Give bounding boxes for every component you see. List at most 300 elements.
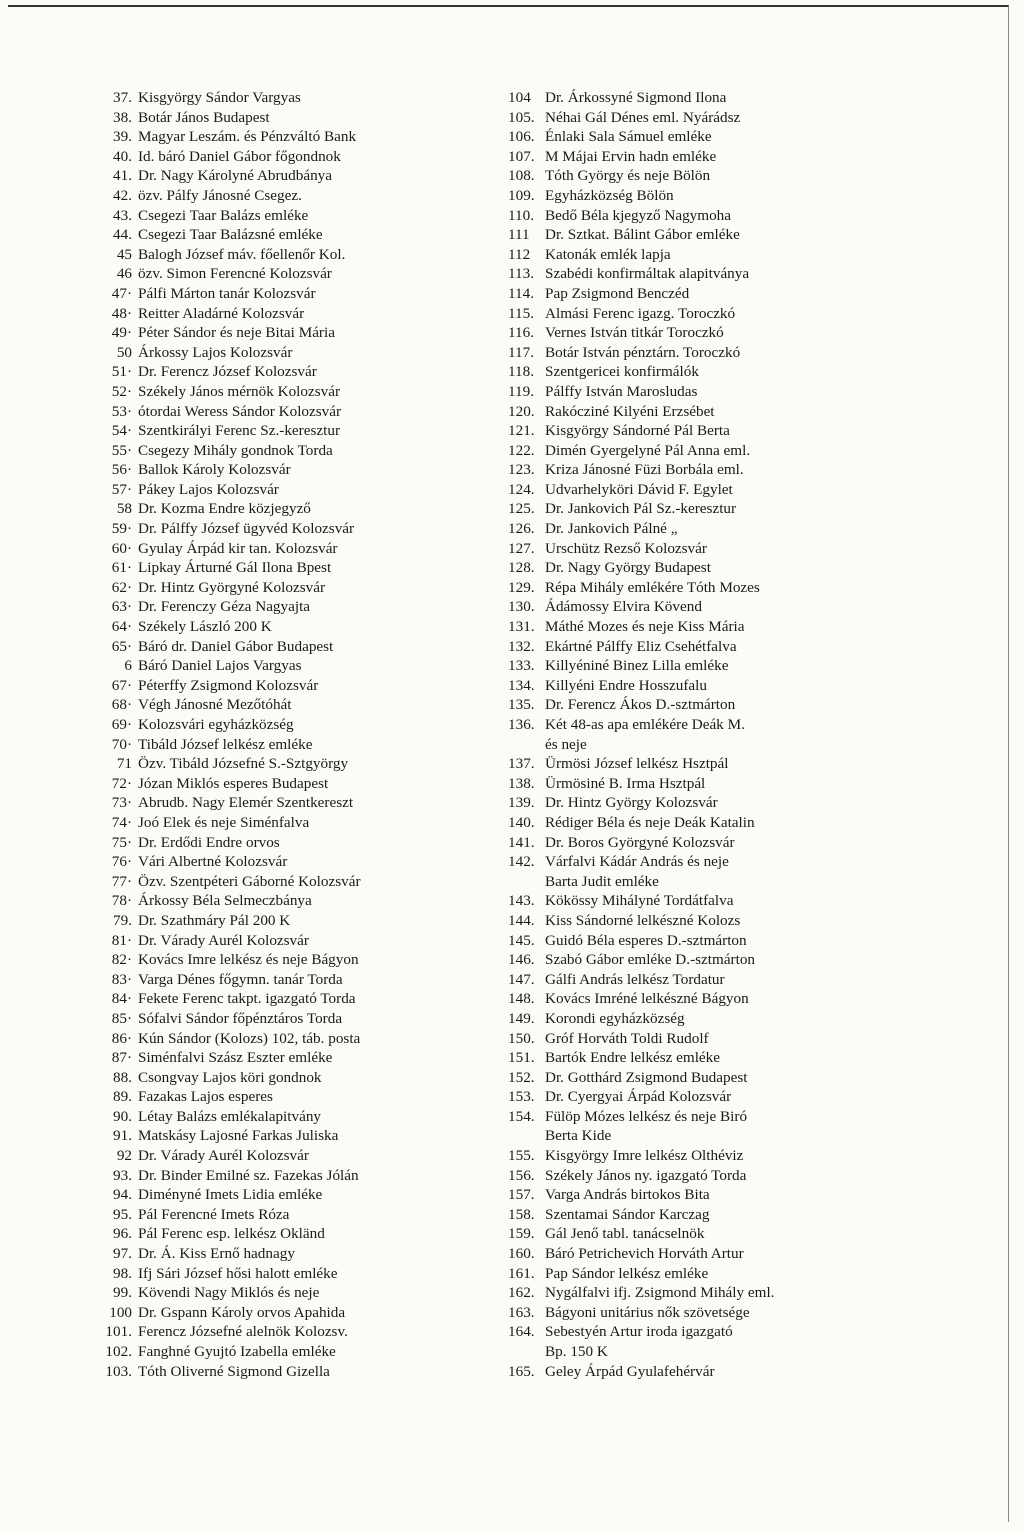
entry-text: Balogh József máv. főellenőr Kol. [138, 245, 346, 263]
entry-number: 83· [111, 970, 132, 988]
entry-number: 92 [116, 1147, 132, 1165]
list-item [76, 1362, 506, 1382]
list-item [508, 931, 948, 951]
list-item [76, 695, 506, 715]
entry-number: 147. [508, 970, 535, 988]
entry-text: Dr. Gotthárd Zsigmond Budapest [545, 1068, 748, 1086]
list-item [508, 304, 948, 324]
entry-text: Árkossy Béla Selmeczbánya [138, 892, 312, 910]
entry-text: Rakócziné Kilyéni Erzsébet [545, 402, 715, 420]
list-item-continuation [508, 872, 948, 892]
list-item [508, 1048, 948, 1068]
list-item [76, 186, 506, 206]
entry-number: 142. [508, 853, 535, 871]
entry-number: 44. [113, 226, 132, 244]
entry-text: Végh Jánosné Mezőtóhát [138, 696, 292, 714]
entry-number: 62· [111, 578, 132, 596]
entry-text: Id. báró Daniel Gábor főgondnok [138, 147, 341, 165]
entry-number: 85· [111, 1009, 132, 1027]
entry-number: 118. [508, 363, 535, 381]
entry-text: Joó Elek és neje Siménfalva [138, 813, 310, 831]
entry-number: 40. [113, 147, 132, 165]
entry-text: Özv. Tibáld Józsefné S.-Sztgyörgy [138, 755, 349, 773]
entry-number: 48· [111, 304, 132, 322]
list-item [76, 931, 506, 951]
list-item [76, 989, 506, 1009]
entry-number: 149. [508, 1009, 535, 1027]
entry-text: Dr. Kozma Endre közjegyző [138, 500, 311, 518]
entry-text: Reitter Aladárné Kolozsvár [138, 304, 305, 322]
entry-number: 114. [508, 284, 535, 302]
list-item [76, 637, 506, 657]
entry-text: Dr. Ferencz Ákos D.-sztmárton [545, 696, 736, 714]
entry-number: 89. [113, 1088, 132, 1106]
entry-number: 95. [113, 1205, 132, 1223]
entry-number: 119. [508, 382, 535, 400]
entry-number: 91. [113, 1127, 132, 1145]
list-item [508, 970, 948, 990]
entry-text: Nygálfalvi ifj. Zsigmond Mihály eml. [545, 1284, 775, 1302]
entry-text: Kiss Sándorné lelkészné Kolozs [545, 911, 741, 929]
entry-text: Szentamai Sándor Karczag [545, 1205, 710, 1223]
list-item-continuation [508, 735, 948, 755]
list-item [76, 147, 506, 167]
entry-number: 39. [113, 128, 132, 146]
entry-number: 108. [508, 167, 535, 185]
entry-text: Gróf Horváth Toldi Rudolf [545, 1029, 709, 1047]
entry-text: Dr. Sztkat. Bálint Gábor emléke [545, 226, 740, 244]
entry-number: 116. [508, 324, 535, 342]
entry-number: 101. [105, 1323, 132, 1341]
entry-text: Ekártné Pálffy Eliz Csehétfalva [545, 637, 737, 655]
entry-number: 45 [116, 245, 132, 263]
entry-number: 131. [508, 618, 535, 636]
entry-text: Tóth Oliverné Sigmond Gizella [138, 1362, 330, 1380]
entry-number: 71 [116, 755, 132, 773]
list-item [508, 617, 948, 637]
list-item [76, 284, 506, 304]
list-item [508, 519, 948, 539]
list-item [76, 578, 506, 598]
list-item [76, 421, 506, 441]
entry-text: Ferencz Józsefné alelnök Kolozsv. [138, 1323, 348, 1341]
list-item [76, 1146, 506, 1166]
list-item [508, 813, 948, 833]
list-item [76, 343, 506, 363]
entry-text: Kovács Imréné lelkészné Bágyon [545, 990, 749, 1008]
entry-number: 113. [508, 265, 535, 283]
list-item [508, 264, 948, 284]
entry-number: 50 [116, 343, 132, 361]
list-item [76, 1322, 506, 1342]
list-item [508, 950, 948, 970]
entry-text: Diményné Imets Lidia emléke [138, 1186, 323, 1204]
entry-text: Ürmösiné B. Irma Hsztpál [545, 774, 706, 792]
list-item [508, 343, 948, 363]
entry-number: 53· [111, 402, 132, 420]
entry-text: Józan Miklós esperes Budapest [138, 774, 329, 792]
entry-text: Székely János mérnök Kolozsvár [138, 382, 341, 400]
entry-text: Varga Dénes főgymn. tanár Torda [138, 970, 343, 988]
list-item [76, 1126, 506, 1146]
entry-text: Dr. Binder Emilné sz. Fazekas Jólán [138, 1166, 359, 1184]
entry-number: 72· [111, 774, 132, 792]
entry-number: 154. [508, 1107, 535, 1125]
entry-text: Botár István pénztárn. Toroczkó [545, 343, 741, 361]
list-item [508, 539, 948, 559]
entry-text: özv. Pálfy Jánosné Csegez. [138, 186, 302, 204]
list-item [508, 206, 948, 226]
entry-number: 160. [508, 1245, 535, 1263]
list-item [508, 715, 948, 735]
entry-text: Péter Sándor és neje Bitai Mária [138, 324, 335, 342]
list-item [76, 676, 506, 696]
list-item [508, 911, 948, 931]
entry-text: Killyéniné Binez Lilla emléke [545, 657, 729, 675]
entry-text: Néhai Gál Dénes eml. Nyárádsz [545, 108, 741, 126]
entry-text: Ádámossy Elvira Kövend [545, 598, 702, 616]
list-item [508, 656, 948, 676]
list-item [76, 1244, 506, 1264]
list-item [76, 264, 506, 284]
entry-number: 109. [508, 186, 535, 204]
entry-number: 64· [111, 618, 132, 636]
entry-number: 134. [508, 676, 535, 694]
list-item [76, 1166, 506, 1186]
list-item [76, 1205, 506, 1225]
entry-number: 117. [508, 343, 535, 361]
list-item [508, 108, 948, 128]
list-item [76, 519, 506, 539]
entry-number: 150. [508, 1029, 535, 1047]
entry-text: Özv. Szentpéteri Gáborné Kolozsvár [138, 872, 361, 890]
list-item [76, 1068, 506, 1088]
list-item [508, 441, 948, 461]
list-item [508, 284, 948, 304]
entry-number: 60· [111, 539, 132, 557]
entry-text: Dr. Szathmáry Pál 200 K [138, 911, 291, 929]
list-item [508, 891, 948, 911]
entry-text: Dr. Árkossyné Sigmond Ilona [545, 89, 727, 106]
entry-number: 122. [508, 441, 535, 459]
list-item [508, 362, 948, 382]
list-item [76, 970, 506, 990]
list-item [508, 245, 948, 265]
list-item [76, 735, 506, 755]
entry-number: 86· [111, 1029, 132, 1047]
entry-text: Szentgericei konfirmálók [545, 363, 699, 381]
list-item [76, 323, 506, 343]
entry-number: 105. [508, 108, 535, 126]
entry-text: Szabédi konfirmáltak alapitványa [545, 265, 750, 283]
entry-number: 137. [508, 755, 535, 773]
entry-number: 87· [111, 1049, 132, 1067]
entry-text: Dr. Hintz György Kolozsvár [545, 794, 718, 812]
list-item [508, 460, 948, 480]
entry-number: 63· [111, 598, 132, 616]
list-item [508, 166, 948, 186]
entry-text: Pál Ferenc esp. lelkész Okländ [138, 1225, 325, 1243]
entry-number: 139. [508, 794, 535, 812]
entry-text: Szentkirályi Ferenc Sz.-keresztur [138, 422, 340, 440]
entry-number: 103. [105, 1362, 132, 1380]
entry-number: 46 [116, 265, 132, 283]
list-item [508, 558, 948, 578]
list-item [508, 597, 948, 617]
list-item [76, 441, 506, 461]
list-item [508, 578, 948, 598]
entry-number: 55· [111, 441, 132, 459]
list-item [508, 88, 948, 108]
list-item [76, 480, 506, 500]
entry-text: Kún Sándor (Kolozs) 102, táb. posta [138, 1029, 361, 1047]
list-item [76, 617, 506, 637]
list-item [76, 245, 506, 265]
list-item [508, 1146, 948, 1166]
entry-number: 126. [508, 520, 535, 538]
list-item [508, 1322, 948, 1342]
entry-text: Dr. Ferencz József Kolozsvár [138, 363, 317, 381]
list-item [76, 891, 506, 911]
entry-number: 61· [111, 559, 132, 577]
list-item [76, 1342, 506, 1362]
list-item [508, 421, 948, 441]
entry-text: Magyar Leszám. és Pénzváltó Bank [138, 128, 357, 146]
entry-text: Székely László 200 K [138, 618, 272, 636]
list-item [508, 1087, 948, 1107]
list-item [76, 1264, 506, 1284]
entry-text: Fülöp Mózes lelkész és neje Biró [545, 1107, 748, 1125]
entry-number: 106. [508, 128, 535, 146]
list-item [76, 813, 506, 833]
entry-text: Dr. Jankovich Pál Sz.-keresztur [545, 500, 737, 518]
list-item [508, 1224, 948, 1244]
entry-number: 123. [508, 461, 535, 479]
entry-number: 38. [113, 108, 132, 126]
entry-text: Pálffy István Marosludas [545, 382, 698, 400]
list-item [508, 754, 948, 774]
list-item [508, 1107, 948, 1127]
entry-number: 43. [113, 206, 132, 224]
entry-text: Katonák emlék lapja [545, 245, 671, 263]
entry-number: 104 [508, 89, 531, 106]
entry-text: Barta Judit emléke [545, 872, 659, 890]
entry-text: Almási Ferenc igazg. Toroczkó [545, 304, 736, 322]
list-item [508, 676, 948, 696]
entry-text: Létay Balázs emlékalapitvány [138, 1107, 322, 1125]
entry-number: 76· [111, 853, 132, 871]
entry-text: ótordai Weress Sándor Kolozsvár [138, 402, 342, 420]
entry-number: 96. [113, 1225, 132, 1243]
entry-number: 69· [111, 716, 132, 733]
entry-text: Kolozsvári egyházközség [138, 716, 294, 733]
entry-number: 161. [508, 1264, 535, 1282]
entry-text: Kövendi Nagy Miklós és neje [138, 1284, 320, 1302]
entry-number: 162. [508, 1284, 535, 1302]
entry-text: Kökössy Mihályné Tordátfalva [545, 892, 734, 910]
entry-number: 41. [113, 167, 132, 185]
entry-number: 93. [113, 1166, 132, 1184]
entry-text: Kisgyörgy Imre lelkész Olthéviz [545, 1147, 744, 1165]
list-item [76, 88, 506, 108]
entry-number: 6 [124, 657, 132, 675]
entry-text: Szabó Gábor emléke D.-sztmárton [545, 951, 756, 969]
entry-number: 102. [105, 1343, 132, 1360]
entry-text: Ifj Sári József hősi halott emléke [138, 1264, 338, 1282]
entry-text: Dr. Ferenczy Géza Nagyajta [138, 598, 311, 616]
list-item [76, 1048, 506, 1068]
entry-text: Dr. Pálffy József ügyvéd Kolozsvár [138, 520, 355, 538]
entry-text: Korondi egyházközség [545, 1009, 685, 1027]
list-item [508, 186, 948, 206]
list-item [76, 166, 506, 186]
entry-number: 52· [111, 382, 132, 400]
entry-text: Dr. Jankovich Pálné „ [545, 520, 678, 538]
entry-number: 65· [111, 637, 132, 655]
entry-number: 88. [113, 1068, 132, 1086]
entry-number: 143. [508, 892, 535, 910]
entry-number: 100 [109, 1303, 132, 1321]
list-item [508, 833, 948, 853]
entry-text: Kisgyörgy Sándorné Pál Berta [545, 422, 730, 440]
entry-text: Fanghné Gyujtó Izabella emléke [138, 1343, 336, 1360]
entry-number: 111 [508, 226, 530, 244]
list-item-continuation [508, 1126, 948, 1146]
list-item [508, 382, 948, 402]
entry-text: Dr. Nagy György Budapest [545, 559, 711, 577]
list-item [76, 539, 506, 559]
list-item [508, 127, 948, 147]
entry-number: 57· [111, 480, 132, 498]
entry-text: Pál Ferencné Imets Róza [138, 1205, 290, 1223]
entry-number: 125. [508, 500, 535, 518]
list-item [508, 499, 948, 519]
list-item [76, 833, 506, 853]
entry-text: Kriza Jánosné Füzi Borbála eml. [545, 461, 744, 479]
entry-text: M Májai Ervin hadn emléke [545, 147, 717, 165]
entry-text: Pap Sándor lelkész emléke [545, 1264, 709, 1282]
entry-text: Árkossy Lajos Kolozsvár [138, 343, 293, 361]
entry-number: 42. [113, 186, 132, 204]
entry-number: 156. [508, 1166, 535, 1184]
entry-text: Killyéni Endre Hosszufalu [545, 676, 707, 694]
entry-text: Kisgyörgy Sándor Vargyas [138, 89, 301, 106]
list-item [76, 1303, 506, 1323]
entry-text: Péterffy Zsigmond Kolozsvár [138, 676, 319, 694]
entry-text: Guidó Béla esperes D.-sztmárton [545, 931, 747, 949]
entry-text: Dr. Erdődi Endre orvos [138, 833, 280, 851]
list-item [508, 1283, 948, 1303]
entry-text: Dr. Boros Györgyné Kolozsvár [545, 833, 735, 851]
entry-text: Dr. Á. Kiss Ernő hadnagy [138, 1245, 295, 1263]
entry-text: Vernes István titkár Toroczkó [545, 324, 724, 342]
list-item-continuation [508, 1342, 948, 1362]
entry-text: Pap Zsigmond Benczéd [545, 284, 690, 302]
entry-number: 148. [508, 990, 535, 1008]
entry-text: Vári Albertné Kolozsvár [138, 853, 288, 871]
entry-number: 58 [116, 500, 132, 518]
entry-text: Dr. Hintz Györgyné Kolozsvár [138, 578, 325, 596]
entry-number: 73· [111, 794, 132, 812]
list-item [76, 362, 506, 382]
list-item [76, 1087, 506, 1107]
list-item [508, 1068, 948, 1088]
list-item [76, 499, 506, 519]
entry-number: 165. [508, 1362, 535, 1380]
entry-number: 110. [508, 206, 535, 224]
entry-text: Geley Árpád Gyulafehérvár [545, 1362, 715, 1380]
entry-number: 155. [508, 1147, 535, 1165]
list-item [508, 852, 948, 872]
list-item [76, 852, 506, 872]
entry-number: 158. [508, 1205, 535, 1223]
entry-text: Siménfalvi Szász Eszter emléke [138, 1049, 333, 1067]
entry-text: Tóth György és neje Bölön [545, 167, 711, 185]
entry-text: özv. Simon Ferencné Kolozsvár [138, 265, 332, 283]
entry-number: 140. [508, 813, 535, 831]
entry-number: 51· [111, 363, 132, 381]
donor-list-left-column [76, 88, 506, 1381]
entry-text: Dr. Várady Aurél Kolozsvár [138, 931, 309, 949]
entry-number: 138. [508, 774, 535, 792]
entry-text: Csegezi Taar Balázsné emléke [138, 226, 323, 244]
entry-text: Bágyoni unitárius nők szövetsége [545, 1303, 750, 1321]
entry-text: Bp. 150 K [545, 1343, 608, 1360]
entry-number: 82· [111, 951, 132, 969]
entry-text: Sófalvi Sándor főpénztáros Torda [138, 1009, 343, 1027]
entry-text: Dr. Várady Aurél Kolozsvár [138, 1147, 309, 1165]
list-item [508, 323, 948, 343]
list-item [76, 1224, 506, 1244]
entry-text: Csegezy Mihály gondnok Torda [138, 441, 333, 459]
entry-number: 97. [113, 1245, 132, 1263]
list-item [76, 108, 506, 128]
entry-number: 94. [113, 1186, 132, 1204]
entry-text: Varga András birtokos Bita [545, 1186, 710, 1204]
entry-text: Berta Kide [545, 1127, 612, 1145]
entry-text: Botár János Budapest [138, 108, 270, 126]
entry-number: 146. [508, 951, 535, 969]
entry-number: 90. [113, 1107, 132, 1125]
entry-text: Énlaki Sala Sámuel emléke [545, 128, 712, 146]
list-item [76, 872, 506, 892]
entry-text: Báró dr. Daniel Gábor Budapest [138, 637, 334, 655]
entry-number: 75· [111, 833, 132, 851]
entry-text: Csongvay Lajos köri gondnok [138, 1068, 322, 1086]
list-item [508, 989, 948, 1009]
entry-text: Gyulay Árpád kir tan. Kolozsvár [138, 539, 338, 557]
entry-text: Báró Daniel Lajos Vargyas [138, 657, 302, 675]
entry-number: 130. [508, 598, 535, 616]
entry-number: 121. [508, 422, 535, 440]
entry-number: 151. [508, 1049, 535, 1067]
list-item [76, 715, 506, 735]
entry-number: 74· [111, 813, 132, 831]
entry-text: Pálfi Márton tanár Kolozsvár [138, 284, 316, 302]
list-item [508, 1264, 948, 1284]
entry-number: 153. [508, 1088, 535, 1106]
entry-number: 49· [111, 324, 132, 342]
entry-text: Lipkay Árturné Gál Ilona Bpest [138, 559, 332, 577]
entry-text: Gál Jenő tabl. tanácselnök [545, 1225, 705, 1243]
entry-number: 79. [113, 911, 132, 929]
entry-text: Bedő Béla kjegyző Nagymoha [545, 206, 731, 224]
entry-number: 133. [508, 657, 535, 675]
list-item [76, 911, 506, 931]
entry-number: 47· [111, 284, 132, 302]
list-item [76, 1185, 506, 1205]
entry-number: 77· [111, 872, 132, 890]
